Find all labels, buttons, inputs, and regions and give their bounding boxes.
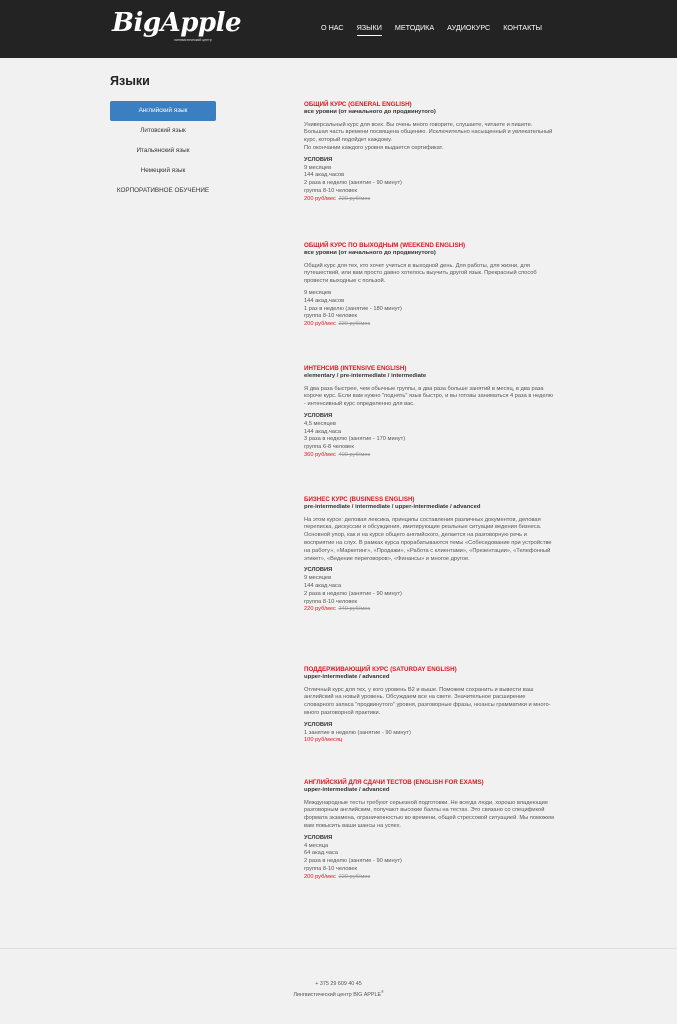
- course-description: Общий курс для тех, кто хочет учиться в выходной день. Для работы, для жизни, для путешествий, или вам просто давно хотелось выучить другой язык. Прекрасный способ провести выходные с пользой.: [304, 262, 537, 285]
- condition-schedule: 1 занятие в неделю (занятие - 90 минут): [304, 729, 411, 736]
- condition-duration: 4 месяца: [304, 842, 329, 849]
- page-title: Языки: [110, 74, 150, 88]
- logo-text: BigApple: [112, 8, 241, 38]
- course-level: upper-intermediate / advanced: [304, 673, 390, 680]
- course-business-english: [304, 496, 554, 614]
- course-price: 200 руб/мес: [304, 873, 336, 880]
- registered-mark: ®: [381, 990, 384, 994]
- course-title: ИНТЕНСИВ (INTENSIVE ENGLISH): [304, 365, 407, 372]
- logo[interactable]: [112, 6, 241, 52]
- site-footer: [0, 980, 677, 999]
- course-description-note: По окончании каждого уровня выдается сертификат.: [304, 144, 444, 151]
- condition-group-size: группа 8-10 человек: [304, 187, 357, 194]
- condition-hours: 64 акад.часа: [304, 850, 338, 857]
- site-header: [0, 0, 677, 58]
- course-price: 200 руб/мес: [304, 195, 336, 202]
- sidebar-item-german[interactable]: Немецкий язык: [140, 166, 186, 174]
- course-old-price: 220 руб/мес: [338, 321, 371, 328]
- course-general-english: [304, 101, 554, 204]
- footer-company-name: Лингвистический центр BIG APPLE: [293, 991, 382, 998]
- sidebar-item-corporate[interactable]: КОРПОРАТИВНОЕ ОБУЧЕНИЕ: [116, 187, 210, 194]
- sidebar-item-lithuanian[interactable]: Литовский язык: [140, 126, 186, 134]
- condition-duration: 9 месяцев: [304, 289, 332, 296]
- condition-schedule: 3 раза в неделю (занятие - 170 минут): [304, 436, 406, 443]
- course-price-line: [304, 321, 554, 329]
- condition-hours: 144 акад.часа: [304, 582, 342, 589]
- course-level: все уровни (от начального до продвинутого): [304, 108, 436, 115]
- condition-hours: 144 акад.часа: [304, 428, 342, 435]
- course-description: На этом курсе: деловая лексика, принципы составления различных документов, деловая переписка, дискуссии и обсуждения, имитирующие реальные ситуации ведения бизнеса. Основной упор, как и на курсе общего английского, делается на разговорную речь и восприятие на слух. В рамках курса прорабатываются темы «Собеседование при устройстве на работу», «Маркетинг», «Продажи», «Работа с клиентами», «Презентации», «Телефонный этикет», «Ведение переговоров», «Финансы» и многое другое.: [304, 516, 552, 562]
- course-title: ПОДДЕРЖИВАЮЩИЙ КУРС (SATURDAY ENGLISH): [304, 666, 457, 673]
- course-price: 220 руб/мес: [304, 606, 336, 613]
- nav-methods[interactable]: МЕТОДИКА: [394, 23, 435, 32]
- condition-schedule: 2 раза в неделю (занятие - 90 минут): [304, 180, 402, 187]
- course-description: Отличный курс для тех, у кого уровень В2 и выше. Поможем сохранить и вывести ваш английский на новый уровень. Обсуждаем все на свете. Значительное расширение словарного запаса "продвинутого" уровня, разговорные фразы, нюансы грамматики и много-много разговорной практики.: [304, 686, 551, 716]
- course-intensive-english: [304, 365, 554, 460]
- condition-duration: 4,5 месяцев: [304, 420, 336, 427]
- course-description: Универсальный курс для всех. Вы очень много говорите, слушаете, читаете и пишете. Большая часть времени посвящена общению. Исключительно насыщенный и увлекательный курс, который подойдет каждому.: [304, 121, 553, 144]
- condition-duration: 9 месяцев: [304, 575, 332, 582]
- course-level: pre-intermediate / intermediate / upper-intermediate / advanced: [304, 503, 481, 510]
- course-old-price: 220 руб/мес: [338, 873, 371, 880]
- sidebar-item-italian[interactable]: Итальянский язык: [136, 146, 190, 154]
- nav-contacts[interactable]: КОНТАКТЫ: [503, 23, 543, 32]
- nav-about[interactable]: О НАС: [321, 23, 344, 32]
- logo-subtitle: лингвистический центр: [174, 38, 212, 42]
- condition-group-size: группа 8-10 человек: [304, 598, 357, 605]
- condition-schedule: 2 раза в неделю (занятие - 90 минут): [304, 858, 402, 865]
- course-price-line: [304, 452, 554, 460]
- condition-schedule: 2 раза в неделю (занятие - 90 минут): [304, 590, 402, 597]
- course-weekend-english: [304, 242, 554, 329]
- conditions-label: УСЛОВИЯ: [304, 721, 333, 728]
- conditions-label: УСЛОВИЯ: [304, 567, 333, 574]
- language-sidebar: [110, 101, 216, 196]
- course-level: upper-intermediate / advanced: [304, 786, 390, 793]
- condition-hours: 144 акад.часов: [304, 172, 345, 179]
- course-price-line: [304, 196, 554, 204]
- course-title: АНГЛИЙСКИЙ ДЛЯ СДАЧИ ТЕСТОВ (ENGLISH FOR EXAMS): [304, 779, 484, 786]
- course-title: ОБЩИЙ КУРС (GENERAL ENGLISH): [304, 101, 412, 108]
- footer-phone[interactable]: + 375 29 609 40 45: [315, 981, 362, 987]
- course-price: 200 руб/мес: [304, 321, 336, 328]
- footer-company: [0, 988, 677, 999]
- course-level: elementary / pre-intermediate / intermediate: [304, 372, 427, 379]
- course-english-for-exams: [304, 779, 554, 882]
- course-title: ОБЩИЙ КУРС ПО ВЫХОДНЫМ (WEEKEND ENGLISH): [304, 242, 466, 249]
- course-level: все уровни (от начального до продвинутого): [304, 249, 436, 256]
- conditions-label: УСЛОВИЯ: [304, 834, 333, 841]
- condition-schedule: 1 раз в неделю (занятие - 180 минут): [304, 305, 402, 312]
- course-old-price: 400 руб/мес: [338, 451, 371, 458]
- nav-languages[interactable]: ЯЗЫКИ: [357, 23, 382, 36]
- main-nav: [321, 23, 555, 36]
- conditions-label: УСЛОВИЯ: [304, 156, 333, 163]
- condition-hours: 144 акад.часов: [304, 297, 345, 304]
- condition-group-size: группа 6-8 человек: [304, 444, 354, 451]
- course-old-price: 220 руб/мес: [338, 195, 371, 202]
- course-old-price: 240 руб/мес: [338, 606, 371, 613]
- course-price-line: [304, 737, 554, 745]
- footer-divider: [0, 948, 677, 949]
- course-price: 360 руб/мес: [304, 451, 336, 458]
- course-description: Международные тесты требуют серьезной подготовки. Не всегда люди, хорошо владеющие разговорным английским, получают высокие баллы на тестах. Это связано со спецификой формата экзамена, ограниченностью во времени, общей стрессовой ситуацией. Мы поможем вам повысить ваши шансы на успех.: [304, 799, 554, 829]
- course-price-line: [304, 874, 554, 882]
- course-price-line: [304, 606, 554, 614]
- conditions-label: УСЛОВИЯ: [304, 412, 333, 419]
- condition-duration: 9 месяцев: [304, 164, 332, 171]
- nav-audiocourse[interactable]: АУДИОКУРС: [447, 23, 491, 32]
- condition-group-size: группа 8-10 человек: [304, 865, 357, 872]
- course-price: 100 руб/месяц: [304, 737, 343, 744]
- course-title: БИЗНЕС КУРС (BUSINESS ENGLISH): [304, 496, 415, 503]
- course-saturday-english: [304, 666, 554, 745]
- sidebar-item-english[interactable]: Английский язык: [110, 101, 216, 121]
- course-description: Я два раза быстрее, чем обычные группы, в два раза больше занятий в месяц, в два раза короче курс. Если вам нужно "поднять" язык быстро, и вы готовы заниматься 4 раза в неделю - интенсивный курс определенно для вас.: [304, 385, 554, 408]
- condition-group-size: группа 8-10 человек: [304, 313, 357, 320]
